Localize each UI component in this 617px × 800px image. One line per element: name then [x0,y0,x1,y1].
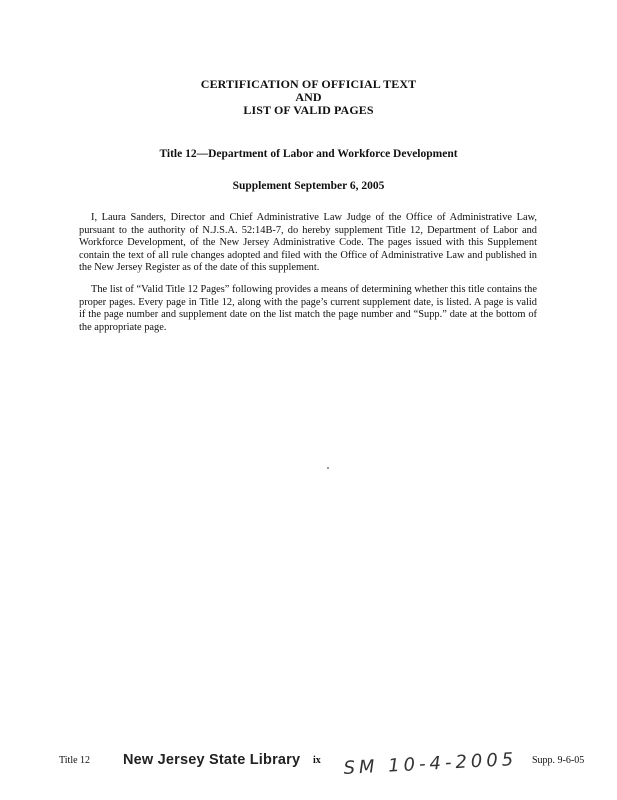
handwritten-note: SM 10-4-2005 [343,748,518,779]
footer-title-label: Title 12 [59,755,91,766]
header-line-2: AND [295,90,322,104]
title-line: Title 12—Department of Labor and Workforce Development [159,148,458,160]
scan-speck [327,467,329,469]
supplement-line: Supplement September 6, 2005 [232,180,385,192]
library-stamp: New Jersey State Library [123,752,301,768]
header-line-3: LIST OF VALID PAGES [243,103,374,117]
valid-pages-paragraph: The list of “Valid Title 12 Pages” following provides a means of determining whether this title contains the proper pages. Every page in Title 12, along with the page’s current supplement date, is listed. A page is valid if the page number and supplement date on the list match the page number and “Supp.” date at the bottom of the appropriate page. [79,284,537,333]
header-line-1: CERTIFICATION OF OFFICIAL TEXT [200,77,417,91]
footer-page-number: ix [313,755,321,766]
certification-paragraph: I, Laura Sanders, Director and Chief Administrative Law Judge of the Office of Administrative Law, pursuant to the authority of N.J.S.A. 52:14B-7, do hereby supplement Title 12, Department of Labor and Workforce Development, of the New Jersey Administrative Code. The pages issued with this Supplement contain the text of all rule changes adopted and filed with the Office of Administrative Law and published in the New Jersey Register as of the date of this supplement. [79,212,537,274]
footer-supplement-date: Supp. 9-6-05 [532,755,585,766]
